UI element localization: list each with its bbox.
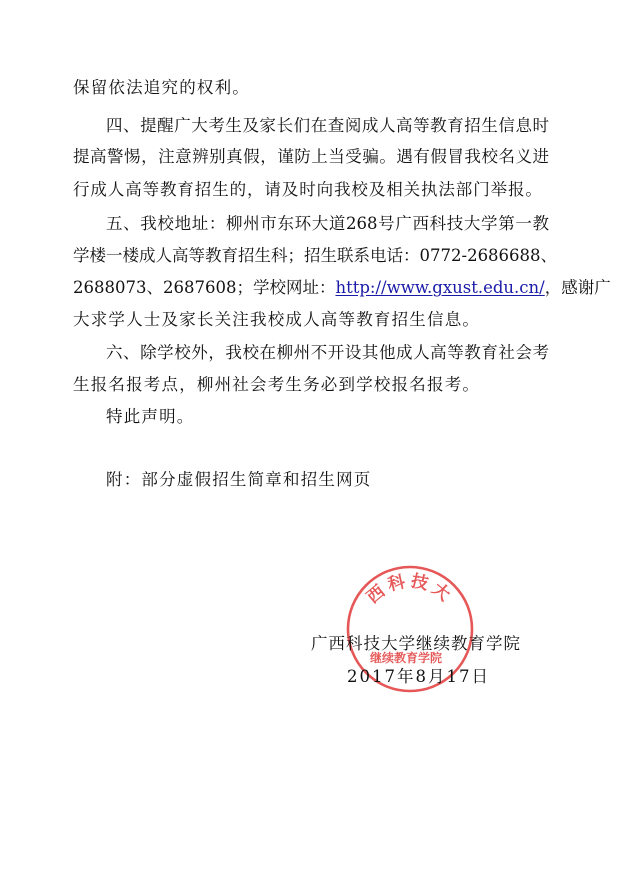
signature-organization: 广西科技大学继续教育学院 <box>311 634 521 653</box>
paragraph-4-line-2: 提高警惕，注意辨别真假，谨防上当受骗。遇有假冒我校名义进 <box>73 147 549 166</box>
seal-arc-text: 西科技大 <box>363 571 457 608</box>
signature-date: 2017年8月17日 <box>347 667 490 686</box>
seal-bottom-text: 继续教育学院 <box>369 651 443 665</box>
paragraph-5-line-2: 学楼一楼成人高等教育招生科；招生联系电话：0772-2686688、 <box>73 246 558 265</box>
school-website-link[interactable]: http://www.gxust.edu.cn/ <box>335 278 545 297</box>
paragraph-6-line-1: 六、除学校外，我校在柳州不开设其他成人高等教育社会考 <box>106 343 549 362</box>
paragraph-5-line-3 <box>73 277 611 299</box>
phone-numbers-text: 2688073、2687608；学校网址： <box>73 278 336 297</box>
paragraph-5-line-4: 大求学人士及家长关注我校成人高等教育招生信息。 <box>73 310 481 329</box>
paragraph-4-line-3: 行成人高等教育招生的，请及时向我校及相关执法部门举报。 <box>73 180 543 199</box>
paragraph-3-end: 保留依法追究的权利。 <box>73 78 250 97</box>
paragraph-6-line-2: 生报名报考点，柳州社会考生务必到学校报名报考。 <box>73 375 481 394</box>
thanks-text: ，感谢广 <box>544 278 611 297</box>
closing-statement: 特此声明。 <box>106 407 195 426</box>
attachment-note: 附：部分虚假招生简章和招生网页 <box>106 470 372 489</box>
paragraph-5-line-1: 五、我校地址：柳州市东环大道268号广西科技大学第一教 <box>106 214 549 233</box>
paragraph-4-line-1: 四、提醒广大考生及家长们在查阅成人高等教育招生信息时 <box>106 116 549 135</box>
